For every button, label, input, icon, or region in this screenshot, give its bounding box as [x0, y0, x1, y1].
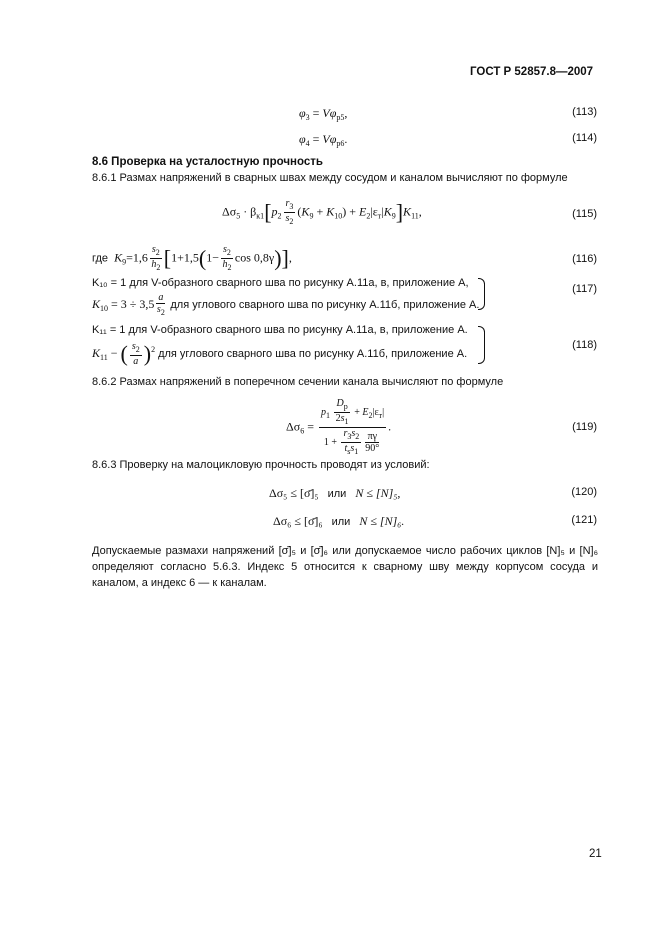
equation-120-left: Δσ₅ ≤ [σ̄]₅	[269, 486, 319, 500]
page-number: 21	[589, 848, 602, 860]
equation-118-line2-text: для углового сварного шва по рисунку А.11б, приложение А.	[158, 347, 468, 360]
equation-120-right: N ≤ [N]₅,	[355, 486, 401, 500]
equation-121-right: N ≤ [N]₆.	[359, 514, 405, 528]
final-paragraph-text: Допускаемые размахи напряжений [σ̄]₅ и [σ̄]₆ или допускаемое число рабочих циклов [N]₅ и [N]₆ определяют согласно 5.6.3. Индекс 5 относится к сварному шву между корпусом сосуда и каналом, а индекс 6 — к каналам.	[92, 545, 598, 589]
equation-114: $\varphi_4 = V\varphi_{р6}$.	[299, 132, 348, 148]
paragraph-8-6-1: 8.6.1 Размах напряжений в сварных швах между сосудом и каналом вычисляют по формуле	[92, 172, 568, 184]
equation-120-or: или	[327, 488, 347, 500]
equation-121	[273, 514, 404, 529]
equation-119: $\Delta\sigma_6$ = $p_1$ $\frac{D_p}{2s_1}$ + $E_2|\varepsilon_т|$ 1 + $\frac{r_3s_2}{t_ss_1}$ $\frac{\pi\gamma}{90^\circ}$ .	[286, 398, 392, 456]
equation-number-113: (113)	[572, 106, 597, 118]
equation-120	[269, 486, 400, 501]
paragraph-8-6-3: 8.6.3 Проверку на малоцикловую прочность проводят из условий:	[92, 459, 430, 471]
equation-number-114: (114)	[572, 132, 597, 144]
equation-121-or: или	[331, 516, 351, 528]
equation-113: $\varphi_3 = V\varphi_{р5}$,	[299, 106, 348, 122]
equation-118-brace	[478, 326, 485, 364]
equation-number-121: (121)	[571, 514, 597, 526]
equation-number-115: (115)	[572, 208, 597, 220]
equation-number-120: (120)	[571, 486, 597, 498]
section-heading: 8.6 Проверка на усталостную прочность	[92, 156, 323, 168]
equation-number-116: (116)	[572, 253, 597, 265]
equation-117-line2-text: для углового сварного шва по рисунку А.11б, приложение А.	[170, 298, 480, 311]
equation-116: где $K_9=1,6$ $\frac{s_2}{h_2}$ [1+1,5(1− $\frac{s_2}{h_2}$ cos 0,8γ)],	[92, 244, 292, 272]
equation-number-117: (117)	[572, 283, 597, 295]
equation-115: $\Delta\sigma_5 \cdot \beta_{к1}[p_2$ $\frac{r_3}{s_2}$ $(K_9 + K_{10}) + E_2|\varepsilon_т|K_9]K_{11}$,	[222, 198, 422, 226]
equation-117-line1: K₁₀ = 1 для V-образного сварного шва по рисунку А.11а, в, приложение А,	[92, 277, 469, 289]
equation-121-left: Δσ₆ ≤ [σ̄]₆	[273, 514, 323, 528]
equation-118-line2: $K_{11}$ − ( $\frac{s_2}{a}$ )$^2$ для углового сварного шва по рисунку А.11б, приложение А.	[92, 341, 468, 367]
equation-116-prefix: где	[92, 252, 109, 265]
equation-117-line2: $K_{10} = 3 \div 3,5$ $\frac{a}{s_2}$ для углового сварного шва по рисунку А.11б, приложение А.	[92, 292, 480, 317]
equation-number-119: (119)	[572, 421, 597, 433]
paragraph-8-6-2: 8.6.2 Размах напряжений в поперечном сечении канала вычисляют по формуле	[92, 376, 504, 388]
equation-118-line1: K₁₁ = 1 для V-образного сварного шва по рисунку А.11а, в, приложение А.	[92, 324, 468, 336]
final-paragraph	[92, 543, 598, 591]
document-standard-header: ГОСТ Р 52857.8—2007	[470, 66, 594, 78]
equation-117-brace	[478, 278, 485, 310]
equation-number-118: (118)	[572, 339, 597, 351]
